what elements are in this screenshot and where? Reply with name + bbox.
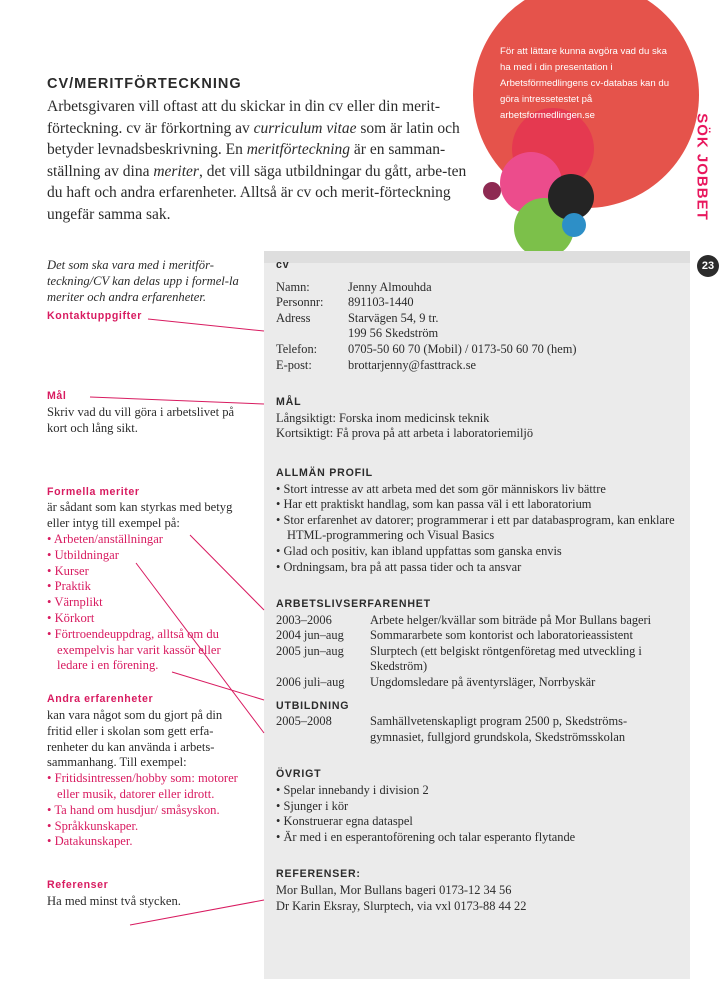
contact-value: 0705-50 60 70 (Mobil) / 0173-50 60 70 (hem) [348, 341, 577, 356]
andra-text: kan vara något som du gjort på din fritid eller i skolan som gett erfa-renheter du kan använda i arbets-sammanhang. Till exempel: [47, 707, 223, 770]
intro-text-4: , det vill säga utbildningar du gått, arbe-ten du haft och andra erfarenheter. Alltså är cv och merit-förteckning ungefär samma sak. [47, 162, 467, 223]
mal-text: Skriv vad du vill göra i arbetslivet på kort och lång sikt. [47, 404, 235, 435]
intro-text-3: är en samman-ställning av dina [47, 141, 446, 180]
arbete-desc: Sommararbete som kontorist och laboratorieassistent [370, 628, 633, 643]
left-intro-note: Det som ska vara med i meritför-teckning/CV kan delas upp i formel-la meriter och andra erfarenheter. [47, 258, 239, 304]
contact-key: Telefon: [276, 341, 318, 356]
cv-contact [276, 280, 680, 374]
contact-value: brottarjenny@fasttrack.se [348, 357, 477, 372]
mal-label: Mål [47, 390, 67, 403]
arbete-list [276, 613, 680, 691]
profil-list [276, 482, 680, 576]
ref-line: Mor Bullan, Mor Bullans bageri 0173-12 34 56 [276, 883, 512, 897]
mal-heading: MÅL [276, 396, 302, 409]
contact-row [276, 326, 680, 342]
list-item: • Fritidsintressen/hobby som: motorer eller musik, datorer eller idrott. [47, 771, 247, 803]
arbete-row [276, 628, 680, 644]
contact-key [276, 326, 348, 342]
ref-text: Ha med minst två stycken. [47, 893, 181, 908]
utb-heading: UTBILDNING [276, 699, 350, 712]
utb-desc: Samhällvetenskapligt program 2500 p, Skedströms-gymnasiet, fullgjord grundskola, Skedströmsskolan [370, 714, 628, 744]
intro-term-merit: meritförteckning [246, 141, 351, 158]
formella-label: Formella meriter [47, 485, 140, 498]
arbete-heading: ARBETSLIVSERFARENHET [276, 598, 431, 611]
page-title: CV/MERITFÖRTECKNING [47, 76, 242, 92]
contact-key: Adress [276, 310, 311, 325]
list-item: • Har ett praktiskt handlag, som kan passa väl i ett laboratorium [276, 497, 680, 513]
andra-list [47, 771, 247, 850]
formella-list [47, 532, 247, 674]
arbete-period: 2006 juli–aug [276, 675, 345, 690]
list-item: • Praktik [47, 579, 247, 595]
contact-row [276, 342, 680, 358]
arbete-desc: Ungdomsledare på äventyrsläger, Norrbyskär [370, 675, 596, 690]
side-tab-label: SÖK JOBBET [693, 113, 711, 221]
intro-text-2: som är latin och betyder levnadsbeskrivning. En [47, 119, 460, 158]
arbete-period: 2004 jun–aug [276, 628, 344, 643]
cv-heading: cv [276, 259, 290, 271]
arbete-row [276, 613, 680, 629]
list-item: • Förtroendeuppdrag, alltså om du exempelvis har varit kassör eller ledare i en förening. [47, 627, 247, 674]
arbete-desc: Slurptech (ett belgiskt röntgenföretag med utveckling i Skedström) [370, 643, 642, 674]
contact-value: Starvägen 54, 9 tr. [348, 310, 439, 325]
profil-heading: ALLMÄN PROFIL [276, 466, 373, 479]
contact-row [276, 358, 680, 374]
list-item: • Utbildningar [47, 548, 247, 564]
left-column [47, 258, 247, 910]
arbete-desc: Arbete helger/kvällar som biträde på Mor Bullans bageri [370, 612, 652, 627]
list-item: • Konstruerar egna dataspel [276, 814, 680, 830]
list-item: • Spelar innebandy i division 2 [276, 783, 680, 799]
list-item: • Stort intresse av att arbeta med det som gör människors liv bättre [276, 482, 680, 498]
ref-line: Dr Karin Eksray, Slurptech, via vxl 0173-88 44 22 [276, 898, 527, 913]
ovrigt-heading: ÖVRIGT [276, 768, 322, 781]
contact-key: Personnr: [276, 295, 324, 310]
contact-key: Namn: [276, 279, 310, 294]
intro-term-cv: curriculum vitae [253, 119, 357, 137]
arbete-period: 2003–2006 [276, 612, 332, 627]
intro-term-meriter: meriter [153, 162, 199, 180]
ref-label: Referenser [47, 879, 109, 892]
list-item: • Ordningsam, bra på att passa tider och ta ansvar [276, 560, 680, 576]
arbete-row [276, 675, 680, 691]
arbete-period: 2005 jun–aug [276, 643, 344, 658]
utb-period: 2005–2008 [276, 714, 332, 729]
list-item: • Stor erfarenhet av datorer; programmerar i ett par databasprogram, kan enklare HTML-programmering och Visual Basics [276, 513, 680, 544]
circle-note: För att lättare kunna avgöra vad du ska ha med i din presentation i Arbetsförmedlingens cv-databas kan du göra intressetestet på arbetsformedlingen.se [500, 46, 670, 121]
list-item: • Språkkunskaper. [47, 819, 247, 835]
mal-line: Kortsiktigt: Få prova på att arbeta i laboratoriemiljö [276, 426, 534, 441]
page-number: 23 [697, 255, 719, 277]
contact-row [276, 295, 680, 311]
list-item: • Ta hand om husdjur/ småsyskon. [47, 803, 247, 819]
list-item: • Datakunskaper. [47, 834, 247, 850]
list-item: • Glad och positiv, kan ibland uppfattas som ganska envis [276, 544, 680, 560]
formella-text: är sådant som kan styrkas med betyg eller intyg till exempel på: [47, 500, 233, 531]
arbete-row [276, 644, 680, 675]
list-item: • Värnplikt [47, 595, 247, 611]
list-item: • Kurser [47, 564, 247, 580]
mal-line: Långsiktigt: Forska inom medicinsk teknik [276, 410, 490, 425]
list-item: • Körkort [47, 611, 247, 627]
utb-row [276, 714, 680, 745]
kontakt-label: Kontaktuppgifter [47, 310, 142, 323]
list-item: • Sjunger i kör [276, 799, 680, 815]
contact-value: Jenny Almouhda [348, 279, 432, 294]
contact-value: 891103-1440 [348, 295, 414, 310]
ref-heading: REFERENSER: [276, 868, 361, 881]
list-item: • Är med i en esperantoförening och talar esperanto flytande [276, 830, 680, 846]
cv-content [276, 258, 680, 914]
intro-text-1: Arbetsgivaren vill oftast att du skickar in din cv eller din merit-förteckning. cv är förkortning av [47, 98, 440, 137]
list-item: • Arbeten/anställningar [47, 532, 247, 548]
andra-label: Andra erfarenheter [47, 693, 154, 706]
contact-row [276, 311, 680, 327]
contact-value: 199 56 Skedström [348, 326, 439, 341]
ovrigt-list [276, 783, 680, 845]
contact-row [276, 280, 680, 296]
contact-key: E-post: [276, 357, 312, 372]
